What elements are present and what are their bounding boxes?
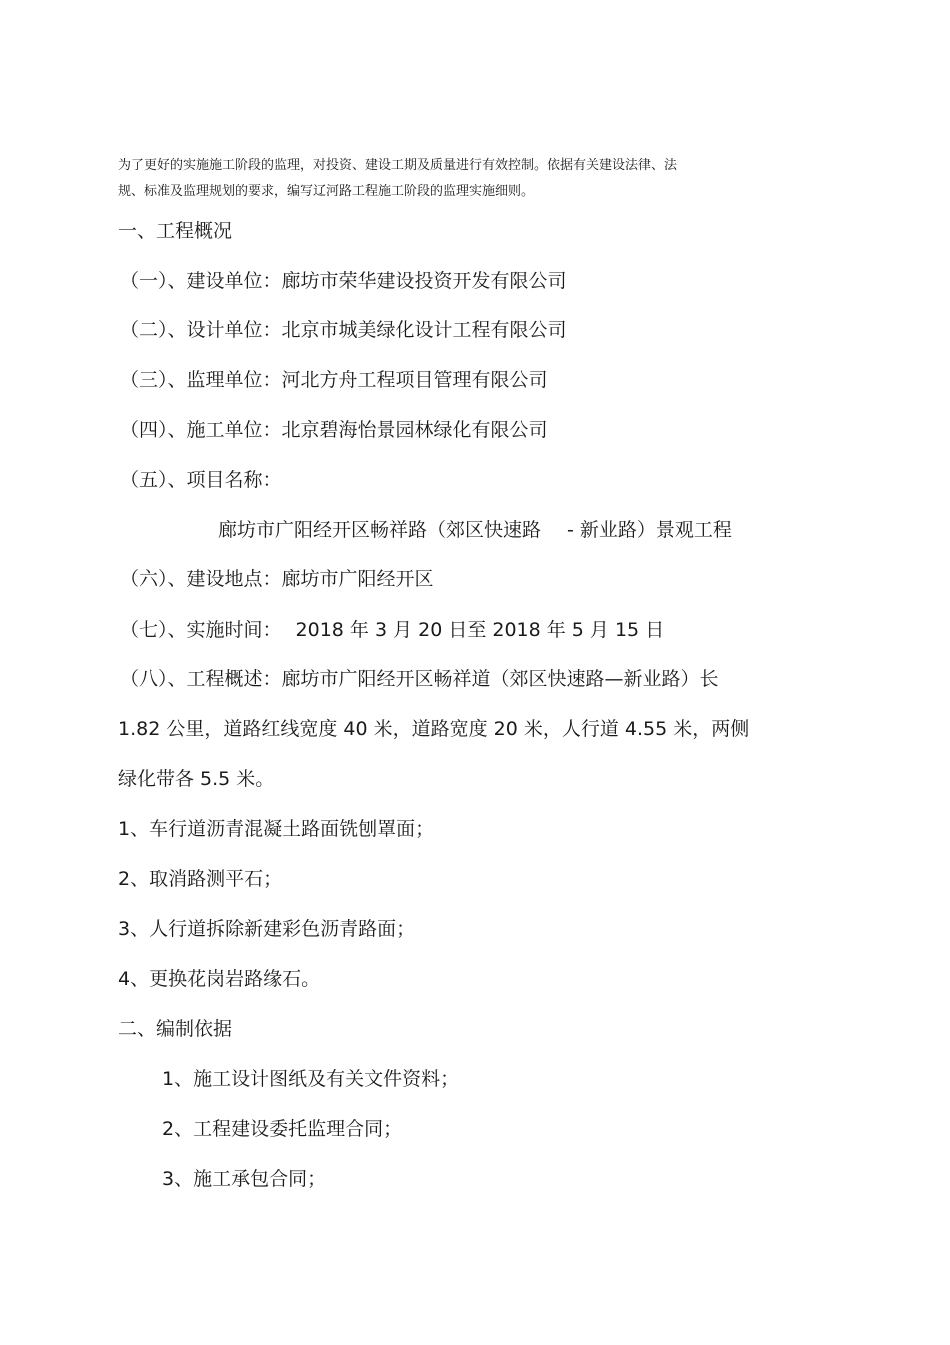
item-construction-unit: （一）、建设单位：廊坊市荣华建设投资开发有限公司 [120,270,567,292]
schedule-label: （七）、实施时间： [120,619,282,641]
item-schedule [120,618,664,642]
work-item-3: 3、人行道拆除新建彩色沥青路面； [118,918,416,940]
basis-item-1: 1、施工设计图纸及有关文件资料； [162,1068,460,1090]
section-2-heading: 二、编制依据 [118,1018,233,1040]
basis-item-2: 2、工程建设委托监理合同； [162,1118,403,1140]
item-contractor-unit: （四）、施工单位：北京碧海怡景园林绿化有限公司 [120,419,548,441]
project-name [218,518,732,542]
schedule-value: 2018 年 3 月 20 日至 2018 年 5 月 15 日 [295,619,665,641]
basis-item-3: 3、施工承包合同； [162,1168,327,1190]
item-location: （六）、建设地点：廊坊市广阳经开区 [120,568,434,590]
work-item-2: 2、取消路测平石； [118,868,283,890]
project-name-part-b: - 新业路）景观工程 [567,519,732,541]
overview-line-2: 1.82 公里，道路红线宽度 40 米，道路宽度 20 米，人行道 4.55 米，两侧 [118,718,750,740]
overview-line-3: 绿化带各 5.5 米。 [118,768,275,790]
intro-line-1: 为了更好的实施施工阶段的监理，对投资、建设工期及质量进行有效控制。依据有关建设法律、法 [118,158,678,173]
intro-line-2: 规、标准及监理规划的要求，编写辽河路工程施工阶段的监理实施细则。 [118,184,535,199]
section-1-heading: 一、工程概况 [118,220,233,242]
item-design-unit: （二）、设计单位：北京市城美绿化设计工程有限公司 [120,319,567,341]
item-project-name-label: （五）、项目名称： [120,469,282,491]
work-item-4: 4、更换花岗岩路缘石。 [118,968,321,990]
project-name-part-a: 廊坊市广阳经开区畅祥路（郊区快速路 [218,519,542,541]
item-supervision-unit: （三）、监理单位：河北方舟工程项目管理有限公司 [120,369,548,391]
overview-line-1: （八）、工程概述：廊坊市广阳经开区畅祥道（郊区快速路—新业路）长 [120,668,719,690]
work-item-1: 1、车行道沥青混凝土路面铣刨罩面； [118,818,435,840]
